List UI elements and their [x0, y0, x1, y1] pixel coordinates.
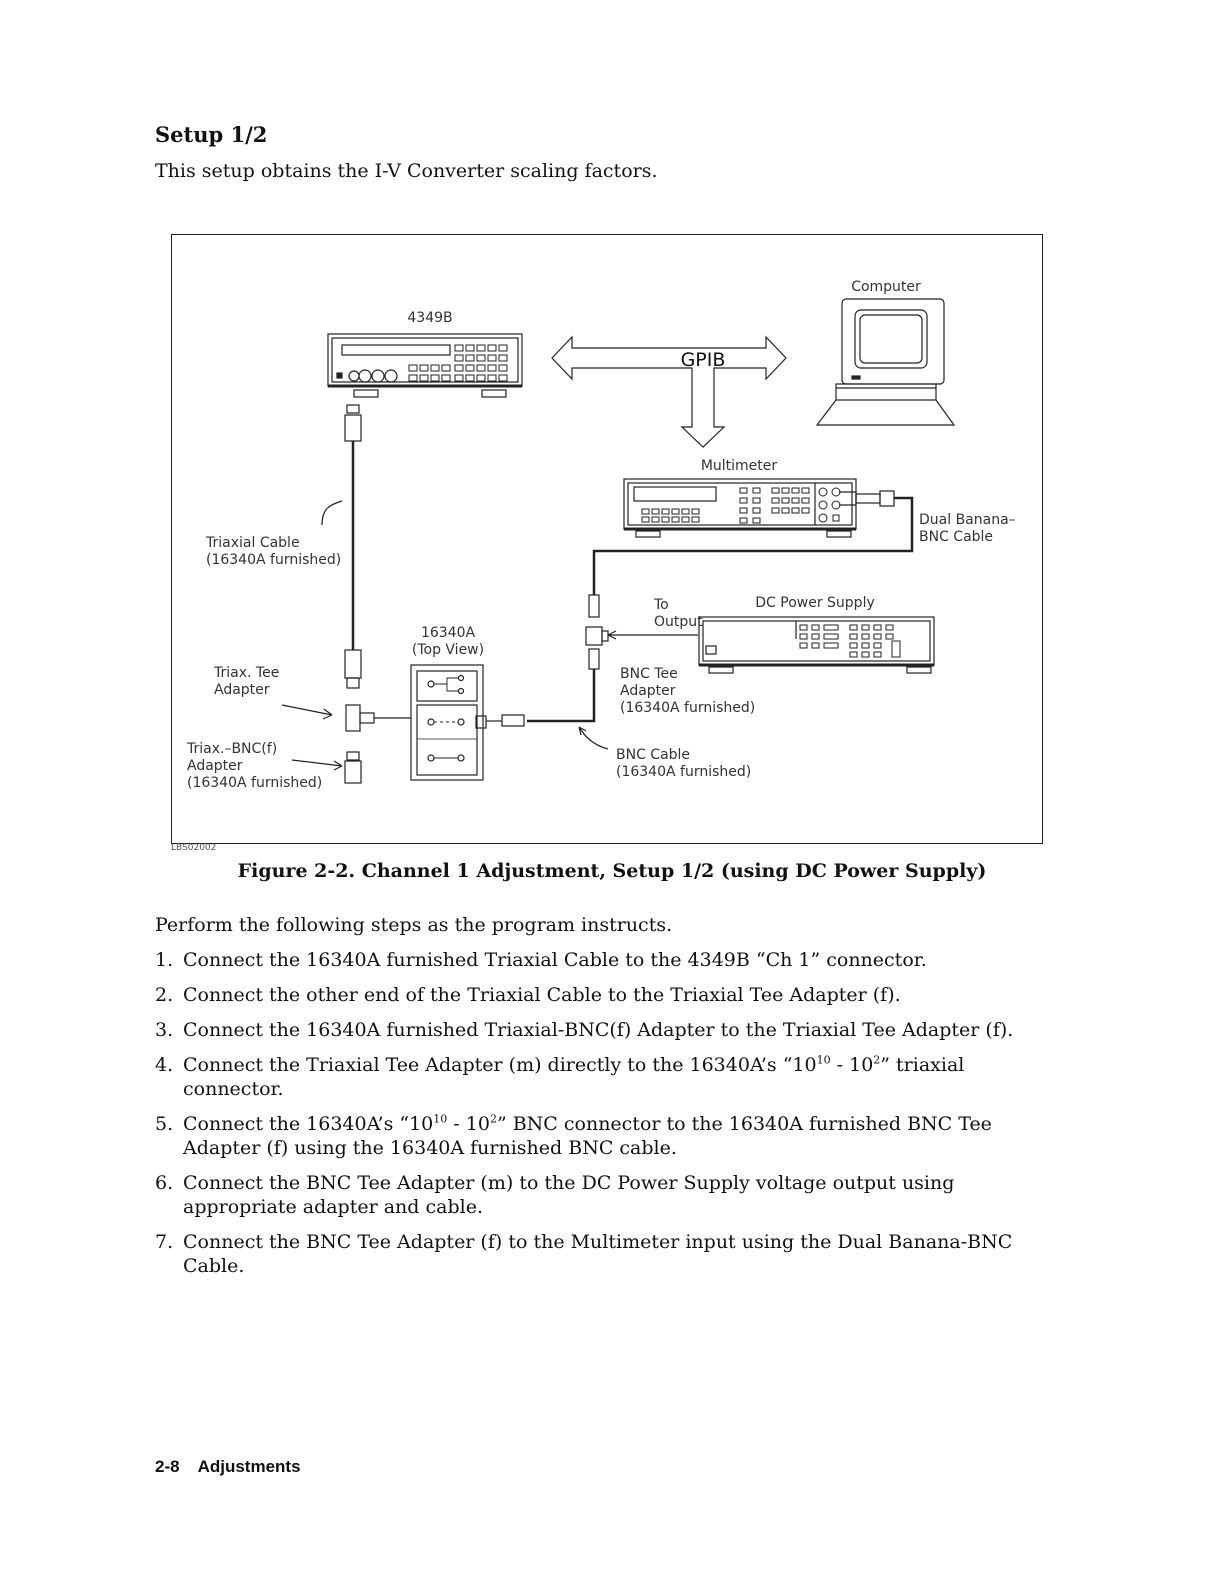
triax-bnc-label-2: Adapter [187, 758, 243, 774]
multimeter-label: Multimeter [700, 458, 778, 474]
dual-banana-bnc-cable [594, 491, 912, 595]
list-item: 5. Connect the 16340A’s “$10^{10} - 10^2$” BNC connector to the 16340A furnished BNC Tee Adapter (f) using the 16340A furnished BNC cable. [155, 1112, 992, 1159]
section-name: Adjustments [197, 1457, 301, 1476]
bnc-tee-label-3: (16340A furnished) [620, 700, 756, 716]
bnc-tee-label-1: BNC Tee [620, 666, 678, 682]
setup-diagram [172, 235, 1042, 843]
bnc-cable-pointer [579, 727, 608, 749]
list-item: 2. Connect the other end of the Triaxial Cable to the Triaxial Tee Adapter (f). [155, 984, 901, 1006]
dc-power-supply-icon [699, 617, 934, 673]
gpib-label: GPIB [680, 349, 726, 371]
intro-text: This setup obtains the I-V Converter scaling factors. [155, 160, 658, 182]
to-output-arrow [608, 631, 698, 639]
triax-bnc-pointer [292, 760, 342, 770]
triax-tee-label-2: Adapter [214, 682, 270, 698]
fixture-label-2: (Top View) [411, 642, 485, 658]
computer-icon [817, 299, 954, 425]
list-item: 7. Connect the BNC Tee Adapter (f) to the Multimeter input using the Dual Banana-BNC Cable. [155, 1231, 1013, 1277]
bnc-tee-label-2: Adapter [620, 683, 676, 699]
fixture-16340a-icon [411, 665, 524, 780]
triax-bnc-label-1: Triax.–BNC(f) [187, 741, 278, 757]
list-item: 1. Connect the 16340A furnished Triaxial Cable to the 4349B “Ch 1” connector. [155, 949, 927, 971]
to-output-label-2: Output [654, 614, 703, 630]
figure-caption: Figure 2-2. Channel 1 Adjustment, Setup 1/2 (using DC Power Supply) [237, 860, 987, 882]
bnc-tee-adapter-icon [527, 595, 608, 721]
list-item: 3. Connect the 16340A furnished Triaxial-BNC(f) Adapter to the Triaxial Tee Adapter (f). [155, 1019, 1014, 1041]
dual-banana-label-2: BNC Cable [919, 529, 994, 545]
section-heading: Setup 1/2 [155, 122, 268, 147]
steps-list [155, 948, 1065, 1289]
list-item: 4. Connect the Triaxial Tee Adapter (m) directly to the 16340A’s “$10^{10} - 10^2$” triaxial connector. [155, 1053, 965, 1100]
triaxial-cable [345, 405, 361, 688]
to-output-label-1: To [654, 597, 669, 613]
list-item: 6. Connect the BNC Tee Adapter (m) to the DC Power Supply voltage output using appropriate adapter and cable. [155, 1172, 955, 1218]
triaxial-cable-label-2: (16340A furnished) [206, 552, 342, 568]
instrument-4349b-icon [328, 334, 522, 397]
bnc-cable-label-1: BNC Cable [616, 747, 691, 763]
instrument-4349b-label: 4349B [407, 310, 453, 326]
dual-banana-label-1: Dual Banana– [919, 512, 1016, 528]
triaxial-cable-label-1: Triaxial Cable [206, 535, 300, 551]
multimeter-icon [624, 479, 856, 537]
triax-tee-adapter-icon [346, 705, 411, 731]
bnc-cable-label-2: (16340A furnished) [616, 764, 752, 780]
triaxial-cable-pointer [322, 501, 342, 525]
gpib-bus-arrow [552, 337, 786, 447]
computer-label: Computer [851, 279, 921, 295]
figure-code: LBS02002 [171, 843, 217, 853]
triax-bnc-adapter-icon [345, 752, 361, 783]
page-number: 2-8 [155, 1457, 180, 1476]
page-footer [155, 1457, 319, 1477]
triax-tee-label-1: Triax. Tee [214, 665, 280, 681]
dc-power-supply-label: DC Power Supply [755, 595, 875, 611]
steps-lead: Perform the following steps as the program instructs. [155, 914, 673, 936]
figure-frame [171, 234, 1043, 844]
triax-bnc-label-3: (16340A furnished) [187, 775, 323, 791]
triax-tee-pointer [282, 705, 332, 719]
fixture-label-1: 16340A [420, 625, 476, 641]
